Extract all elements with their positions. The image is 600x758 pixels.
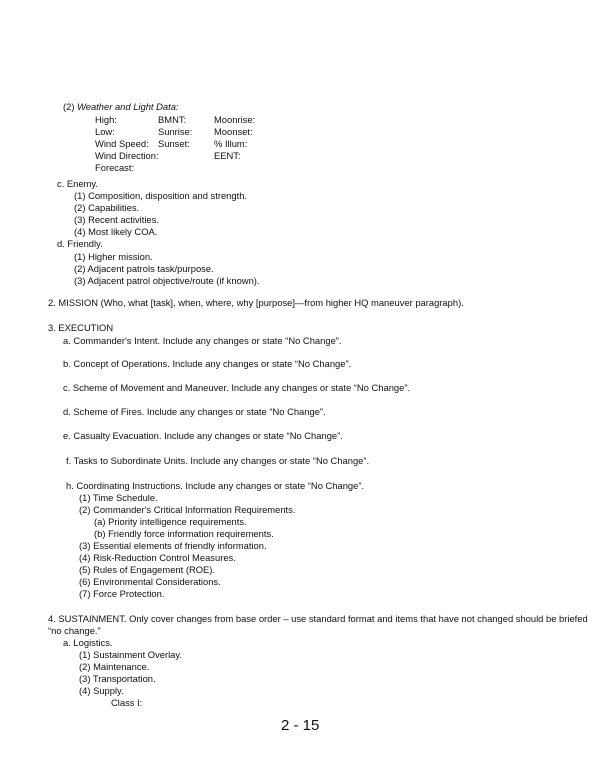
- execution-b: b. Concept of Operations. Include any changes or state “No Change”.: [63, 358, 352, 369]
- weather-high: High:: [95, 114, 117, 125]
- enemy-item: (3) Recent activities.: [74, 214, 159, 225]
- weather-eent: EENT:: [214, 150, 241, 161]
- logistics-item: (4) Supply.: [79, 685, 124, 696]
- weather-heading-num: (2): [63, 101, 75, 112]
- friendly-heading: d. Friendly.: [57, 238, 103, 249]
- coord-item: (5) Rules of Engagement (ROE).: [79, 564, 215, 575]
- friendly-item: (1) Higher mission.: [74, 251, 153, 262]
- execution-e: e. Casualty Evacuation. Include any changes or state “No Change”.: [63, 430, 343, 441]
- weather-illum: % Illum:: [214, 138, 248, 149]
- weather-sunrise: Sunrise:: [158, 126, 193, 137]
- weather-sunset: Sunset:: [158, 138, 190, 149]
- execution-heading: 3. EXECUTION: [48, 322, 114, 333]
- logistics-heading: a. Logistics.: [63, 637, 113, 648]
- mission-paragraph: 2. MISSION (Who, what [task], when, where, why [purpose]—from higher HQ maneuver paragraph).: [48, 297, 464, 308]
- sustainment-heading-line1: 4. SUSTAINMENT. Only cover changes from base order – use standard format and items that have not changed should be briefed: [48, 613, 588, 624]
- execution-a: a. Commander's Intent. Include any changes or state “No Change”.: [63, 335, 342, 346]
- execution-h: h. Coordinating Instructions. Include any changes or state “No Change”.: [66, 480, 365, 491]
- coord-subitem: (b) Friendly force information requirements.: [94, 528, 274, 539]
- enemy-item: (1) Composition, disposition and strength.: [74, 190, 248, 201]
- coord-item: (2) Commander's Critical Information Requirements.: [79, 504, 296, 515]
- execution-c: c. Scheme of Movement and Maneuver. Include any changes or state “No Change”.: [63, 382, 411, 393]
- enemy-heading: c. Enemy.: [57, 178, 98, 189]
- enemy-item: (2) Capabilities.: [74, 202, 140, 213]
- coord-item: (1) Time Schedule.: [79, 492, 158, 503]
- enemy-item: (4) Most likely COA.: [74, 226, 158, 237]
- coord-subitem: (a) Priority intelligence requirements.: [94, 516, 247, 527]
- weather-heading-title: Weather and Light Data:: [77, 101, 179, 112]
- weather-low: Low:: [95, 126, 115, 137]
- weather-wind-speed: Wind Speed:: [95, 138, 149, 149]
- sustainment-heading-line2: “no change.”: [48, 625, 101, 636]
- logistics-item: (1) Sustainment Overlay.: [79, 649, 182, 660]
- weather-moonset: Moonset:: [214, 126, 253, 137]
- coord-item: (4) Risk-Reduction Control Measures.: [79, 552, 236, 563]
- supply-class-1: Class I:: [111, 697, 143, 708]
- logistics-item: (2) Maintenance.: [79, 661, 150, 672]
- weather-bmnt: BMNT:: [158, 114, 187, 125]
- friendly-item: (3) Adjacent patrol objective/route (if known).: [74, 275, 260, 286]
- page-number: 2 - 15: [281, 717, 320, 734]
- weather-forecast: Forecast:: [95, 162, 135, 173]
- execution-d: d. Scheme of Fires. Include any changes or state “No Change”.: [63, 406, 326, 417]
- weather-wind-direction: Wind Direction:: [95, 150, 159, 161]
- execution-f: f. Tasks to Subordinate Units. Include any changes or state “No Change”.: [66, 455, 370, 466]
- logistics-item: (3) Transportation.: [79, 673, 156, 684]
- coord-item: (3) Essential elements of friendly information.: [79, 540, 267, 551]
- weather-heading: [63, 101, 179, 113]
- weather-moonrise: Moonrise:: [214, 114, 256, 125]
- friendly-item: (2) Adjacent patrols task/purpose.: [74, 263, 214, 274]
- coord-item: (6) Environmental Considerations.: [79, 576, 221, 587]
- coord-item: (7) Force Protection.: [79, 588, 165, 599]
